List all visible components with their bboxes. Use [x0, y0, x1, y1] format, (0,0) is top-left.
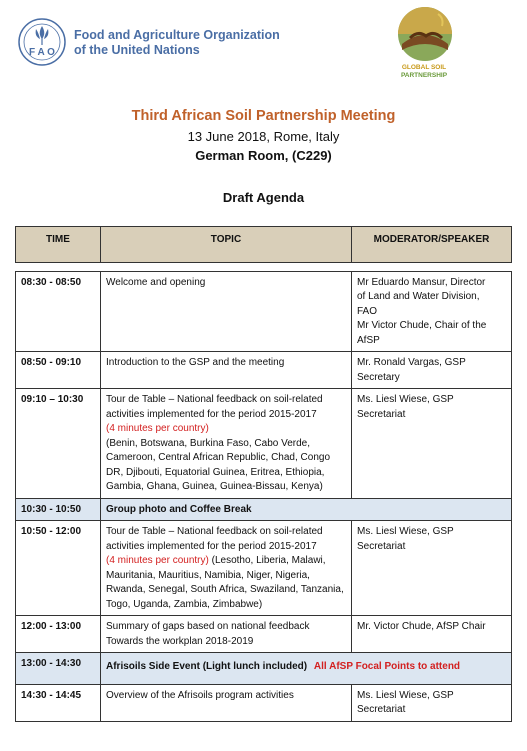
meeting-title-block [0, 106, 527, 165]
speaker-line: Mr Victor Chude, Chair of the [357, 320, 487, 331]
svg-text:F A O: F A O [29, 47, 55, 58]
topic-line: Summary of gaps based on national feedback [106, 621, 310, 632]
row-time: 08:30 - 08:50 [16, 271, 101, 352]
row-time: 14:30 - 14:45 [16, 684, 101, 721]
row-topic: Introduction to the GSP and the meeting [101, 352, 352, 389]
table-row [16, 352, 512, 389]
page-header [0, 0, 527, 96]
row-topic [101, 521, 352, 616]
fao-org-line1: Food and Agriculture Organization [74, 28, 280, 42]
speaker-line: Ms. Liesl Wiese, GSP [357, 526, 454, 537]
table-row-side-event [16, 653, 512, 685]
speaker-line: Ms. Liesl Wiese, GSP [357, 689, 454, 701]
row-speaker [352, 352, 512, 389]
fao-org-name [74, 28, 280, 58]
table-row [16, 616, 512, 653]
topic-countries: (Lesotho, Liberia, Malawi, Mauritania, Mauritius, Namibia, Niger, Nigeria, Rwanda, Senegal, South Africa, Swaziland, Tanzania, Togo, Uganda, Zambia, Zimbabwe) [106, 555, 344, 610]
row-topic [101, 616, 352, 653]
agenda-heading: Draft Agenda [222, 190, 305, 205]
speaker-line: FAO [357, 305, 378, 317]
row-time: 13:00 - 14:30 [16, 653, 101, 685]
column-header-time: TIME [16, 227, 101, 263]
speaker-line: Secretariat [357, 540, 406, 552]
speaker-line: Secretary [357, 371, 400, 383]
gsp-line1: GLOBAL SOIL [401, 64, 447, 71]
topic-main: Afrisoils Side Event (Light lunch included) [106, 661, 308, 672]
speaker-line: Mr. Victor Chude, AfSP Chair [357, 621, 486, 632]
table-row [16, 521, 512, 616]
meeting-room: German Room, (C229) [195, 148, 332, 163]
speaker-line: AfSP [357, 334, 380, 346]
column-header-topic: TOPIC [101, 227, 352, 263]
gsp-name [381, 64, 467, 80]
topic-countries: (Benin, Botswana, Burkina Faso, Cabo Verde, Cameroon, Central African Republic, Chad, Congo DR, Djibouti, Equatorial Guinea, Eritrea, Ethiopia, Gambia, Ghana, Guinea, Guinea-Bissau, Kenya) [106, 437, 331, 492]
row-time: 12:00 - 13:00 [16, 616, 101, 653]
row-time: 10:50 - 12:00 [16, 521, 101, 616]
table-row [16, 271, 512, 352]
row-speaker [352, 684, 512, 721]
meeting-date-place: 13 June 2018, Rome, Italy [187, 129, 340, 144]
column-header-speaker: MODERATOR/SPEAKER [352, 227, 512, 263]
row-speaker [352, 521, 512, 616]
topic-main: Tour de Table – National feedback on soil-related activities implemented for the period 2015-2017 [106, 526, 323, 552]
row-speaker [352, 616, 512, 653]
speaker-line: Secretariat [357, 408, 406, 420]
speaker-line: Secretariat [357, 704, 406, 715]
topic-line: Towards the workplan 2018-2019 [106, 635, 254, 647]
speaker-line: Mr Eduardo Mansur, Director [357, 276, 486, 288]
row-time: 10:30 - 10:50 [16, 498, 101, 521]
table-header-row [16, 227, 512, 263]
speaker-line: of Land and Water Division, [357, 291, 480, 302]
topic-note: (4 minutes per country) [106, 423, 209, 434]
table-row-break [16, 498, 512, 521]
gsp-logo-icon [392, 4, 458, 70]
row-speaker [352, 389, 512, 499]
speaker-line: Ms. Liesl Wiese, GSP [357, 394, 454, 405]
row-topic [101, 653, 512, 685]
topic-main: Tour de Table – National feedback on soil-related activities implemented for the period 2015-2017 [106, 394, 323, 420]
table-row [16, 389, 512, 499]
agenda-table [15, 226, 512, 722]
fao-logo-icon [17, 17, 67, 67]
row-speaker [352, 271, 512, 352]
row-topic [101, 389, 352, 499]
fao-org-line2: of the United Nations [74, 43, 200, 57]
row-time: 09:10 – 10:30 [16, 389, 101, 499]
table-row [16, 684, 512, 721]
gsp-line2: PARTNERSHIP [400, 72, 448, 79]
speaker-line: Mr. Ronald Vargas, GSP [357, 357, 466, 368]
topic-note: All AfSP Focal Points to attend [313, 661, 461, 672]
meeting-title: Third African Soil Partnership Meeting [131, 108, 396, 124]
row-topic: Group photo and Coffee Break [101, 498, 512, 521]
row-time: 08:50 - 09:10 [16, 352, 101, 389]
row-topic: Overview of the Afrisoils program activities [101, 684, 352, 721]
row-topic: Welcome and opening [101, 271, 352, 352]
topic-note: (4 minutes per country) [106, 555, 209, 566]
